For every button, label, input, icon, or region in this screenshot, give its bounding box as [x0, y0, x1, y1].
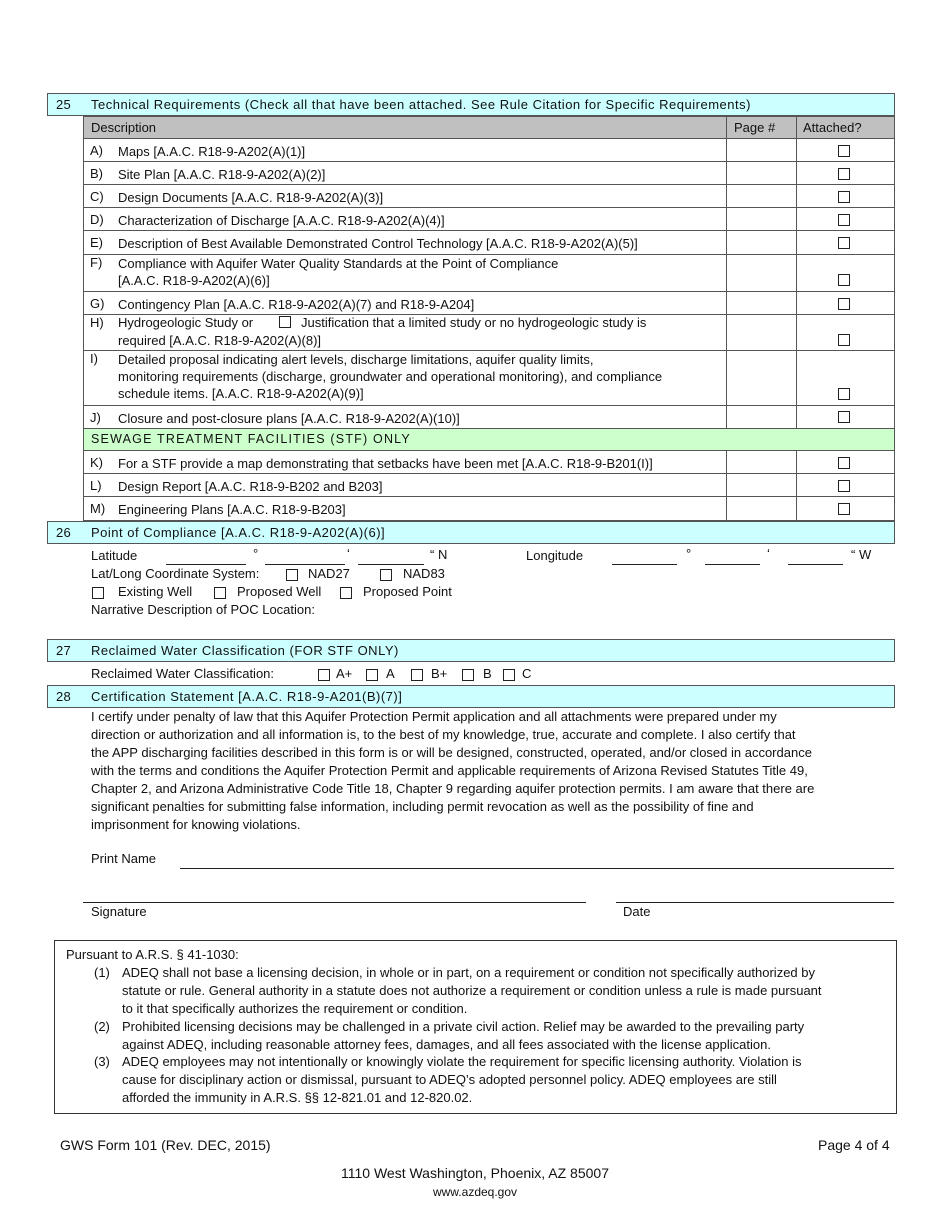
row-description: Design Documents [A.A.C. R18-9-A202(A)(3)] [118, 190, 384, 205]
notice-item-line: afforded the immunity in A.R.S. §§ 12-821.01 and 12-820.02. [122, 1090, 473, 1105]
certification-line: the APP discharging facilities described in this form is or will be designed, constructed, operated, and/or closed in accordance [91, 745, 812, 760]
signature-label: Signature [91, 904, 147, 919]
class-a-plus-checkbox[interactable] [318, 669, 330, 681]
footer-address: 1110 West Washington, Phoenix, AZ 85007 [341, 1165, 609, 1181]
proposed-well-checkbox[interactable] [214, 587, 226, 599]
footer-website[interactable]: www.azdeq.gov [432, 1185, 518, 1199]
table-header-description-cell [83, 116, 727, 139]
row-description: Maps [A.A.C. R18-9-A202(A)(1)] [118, 144, 306, 159]
nad27-label: NAD27 [308, 566, 350, 581]
page-number-cell[interactable] [726, 291, 797, 315]
row-letter: L) [90, 478, 102, 493]
print-name-label: Print Name [91, 851, 157, 866]
justification-checkbox[interactable] [279, 316, 291, 328]
notice-item-line: ADEQ employees may not intentionally or knowingly violate the requirement for specific licensing authority. Violation is [122, 1054, 802, 1069]
latitude-minutes-field[interactable] [265, 564, 345, 565]
row-description: Contingency Plan [A.A.C. R18-9-A202(A)(7) and R18-9-A204] [118, 297, 475, 312]
attached-checkbox-j[interactable] [838, 411, 850, 423]
notice-item-line: statute or rule. General authority in a statute does not authorize a requirement or condition unless a rule is made pursuant [122, 983, 822, 998]
row-description: Engineering Plans [A.A.C. R18-9-B203] [118, 502, 346, 517]
attached-checkbox-h[interactable] [838, 334, 850, 346]
signature-field[interactable] [83, 902, 586, 903]
section-25-number: 25 [56, 97, 72, 112]
coordinate-system-label: Lat/Long Coordinate System: [91, 566, 260, 581]
nad27-checkbox[interactable] [286, 569, 298, 581]
minute-symbol: ‘ [347, 546, 350, 561]
section-26-number: 26 [56, 525, 72, 540]
attached-checkbox-m[interactable] [838, 503, 850, 515]
row-letter: I) [90, 351, 98, 366]
page-number-cell[interactable] [726, 314, 797, 351]
row-letter: A) [90, 143, 103, 158]
certification-line: I certify under penalty of law that this Aquifer Protection Permit application and all attachments were prepared under my [91, 709, 777, 724]
nad83-label: NAD83 [403, 566, 445, 581]
notice-item-number: (1) [94, 965, 110, 980]
row-description: Description of Best Available Demonstrated Control Technology [A.A.C. R18-9-A202(A)(5)] [118, 236, 638, 251]
notice-item-line: ADEQ shall not base a licensing decision, in whole or in part, on a requirement or condition not specifically authorized by [122, 965, 815, 980]
row-description-citation: required [A.A.C. R18-9-A202(A)(8)] [118, 333, 322, 348]
row-description: Compliance with Aquifer Water Quality Standards at the Point of Compliance [118, 256, 559, 271]
certification-line: imprisonment for knowing violations. [91, 817, 301, 832]
class-a-label: A [386, 666, 395, 681]
row-description: Characterization of Discharge [A.A.C. R18-9-A202(A)(4)] [118, 213, 445, 228]
page-number-cell[interactable] [726, 184, 797, 208]
proposed-point-label: Proposed Point [363, 584, 452, 599]
attached-checkbox-f[interactable] [838, 274, 850, 286]
notice-item-line: against ADEQ, including reasonable attorney fees, damages, and all fees associated with the license application. [122, 1037, 771, 1052]
row-letter: C) [90, 189, 104, 204]
page-number-cell[interactable] [726, 161, 797, 185]
section-28-title: Certification Statement [A.A.C. R18-9-A201(B)(7)] [91, 689, 403, 704]
row-description-part-a: Hydrogeologic Study or [118, 315, 254, 330]
notice-item-line: Prohibited licensing decisions may be challenged in a private civil action. Relief may be awarded to the prevailing party [122, 1019, 805, 1034]
page-number-cell[interactable] [726, 405, 797, 429]
attached-checkbox-i[interactable] [838, 388, 850, 400]
row-letter: M) [90, 501, 106, 516]
narrative-description-label: Narrative Description of POC Location: [91, 602, 315, 617]
date-field[interactable] [616, 902, 894, 903]
longitude-label: Longitude [526, 548, 584, 563]
row-description: Detailed proposal indicating alert levels, discharge limitations, aquifer quality limits, [118, 352, 594, 367]
degree-symbol: ° [686, 546, 692, 561]
section-27-title: Reclaimed Water Classification (FOR STF ONLY) [91, 643, 399, 658]
longitude-degrees-field[interactable] [612, 564, 677, 565]
page-number-cell[interactable] [726, 207, 797, 231]
notice-item-line: to it that specifically authorizes the requirement or condition. [122, 1001, 468, 1016]
page-number-cell[interactable] [726, 450, 797, 474]
section-26-title: Point of Compliance [A.A.C. R18-9-A202(A)(6)] [91, 525, 386, 540]
existing-well-label: Existing Well [118, 584, 193, 599]
attached-checkbox-k[interactable] [838, 457, 850, 469]
stf-header-label: SEWAGE TREATMENT FACILITIES (STF) ONLY [91, 432, 411, 446]
print-name-field[interactable] [180, 868, 894, 869]
latitude-degrees-field[interactable] [166, 564, 246, 565]
row-letter: K) [90, 455, 103, 470]
row-description-part-b: Justification that a limited study or no hydrogeologic study is [301, 315, 647, 330]
date-label: Date [623, 904, 651, 919]
row-letter: G) [90, 296, 105, 311]
row-letter: B) [90, 166, 103, 181]
row-description: Site Plan [A.A.C. R18-9-A202(A)(2)] [118, 167, 326, 182]
section-25-title: Technical Requirements (Check all that have been attached. See Rule Citation for Specific Requirements) [91, 97, 751, 112]
class-a-plus-label: A+ [336, 666, 353, 681]
row-letter: J) [90, 410, 101, 425]
class-a-checkbox[interactable] [366, 669, 378, 681]
row-letter: D) [90, 212, 104, 227]
certification-line: significant penalties for submitting false information, including permit revocation as well as the possibility of fine and [91, 799, 754, 814]
notice-item-number: (2) [94, 1019, 110, 1034]
nad83-checkbox[interactable] [380, 569, 392, 581]
attached-checkbox-l[interactable] [838, 480, 850, 492]
page-indicator: Page 4 of 4 [818, 1137, 890, 1153]
minute-symbol: ‘ [767, 546, 770, 561]
degree-symbol: ° [253, 546, 259, 561]
class-b-checkbox[interactable] [462, 669, 474, 681]
page-number-cell[interactable] [726, 473, 797, 497]
section-27-number: 27 [56, 643, 72, 658]
row-description-citation: [A.A.C. R18-9-A202(A)(6)] [118, 273, 270, 288]
page-number-cell[interactable] [726, 496, 797, 521]
form-id: GWS Form 101 (Rev. DEC, 2015) [60, 1137, 271, 1153]
column-header-page: Page # [734, 120, 776, 135]
longitude-seconds-field[interactable] [788, 564, 843, 565]
row-description-line3: schedule items. [A.A.C. R18-9-A202(A)(9)] [118, 386, 364, 401]
column-header-attached: Attached? [803, 120, 862, 135]
row-description: For a STF provide a map demonstrating that setbacks have been met [A.A.C. R18-9-B201(I)] [118, 456, 653, 471]
page-number-cell[interactable] [726, 350, 797, 406]
row-letter: E) [90, 235, 103, 250]
class-c-checkbox[interactable] [503, 669, 515, 681]
certification-line: direction or authorization and all information is, to the best of my knowledge, true, accurate and complete. I also certify that [91, 727, 796, 742]
existing-well-checkbox[interactable] [92, 587, 104, 599]
attached-checkbox-b[interactable] [838, 168, 850, 180]
attached-cell [796, 254, 895, 292]
certification-line: Chapter 2, and Arizona Administrative Code Title 18, Chapter 9 regarding aquifer protection permits. I am aware that there are [91, 781, 815, 796]
notice-heading: Pursuant to A.R.S. § 41-1030: [66, 947, 239, 962]
proposed-point-checkbox[interactable] [340, 587, 352, 599]
attached-checkbox-g[interactable] [838, 298, 850, 310]
certification-line: with the terms and conditions the Aquifer Protection Permit and applicable requirements of Arizona Revised Statutes Title 49, [91, 763, 808, 778]
proposed-well-label: Proposed Well [237, 584, 322, 599]
latitude-label: Latitude [91, 548, 138, 563]
seconds-west-label: “ W [851, 547, 872, 562]
attached-checkbox-e[interactable] [838, 237, 850, 249]
row-description: Design Report [A.A.C. R18-9-B202 and B203] [118, 479, 383, 494]
longitude-minutes-field[interactable] [705, 564, 760, 565]
class-c-label: C [522, 666, 532, 681]
seconds-north-label: “ N [430, 547, 448, 562]
page-number-cell[interactable] [726, 230, 797, 255]
column-header-description: Description [91, 120, 157, 135]
notice-item-line: cause for disciplinary action or dismissal, pursuant to ADEQ’s adopted personnel policy. ADEQ employees are still [122, 1072, 777, 1087]
attached-checkbox-d[interactable] [838, 214, 850, 226]
class-b-label: B [483, 666, 492, 681]
class-b-plus-checkbox[interactable] [411, 669, 423, 681]
latitude-seconds-field[interactable] [358, 564, 424, 565]
page-number-cell[interactable] [726, 138, 797, 162]
attached-checkbox-a[interactable] [838, 145, 850, 157]
reclaimed-water-label: Reclaimed Water Classification: [91, 666, 275, 681]
row-description: Closure and post-closure plans [A.A.C. R18-9-A202(A)(10)] [118, 411, 460, 426]
section-28-number: 28 [56, 689, 72, 704]
notice-item-number: (3) [94, 1054, 110, 1069]
class-b-plus-label: B+ [431, 666, 448, 681]
attached-checkbox-c[interactable] [838, 191, 850, 203]
row-description-line2: monitoring requirements (discharge, groundwater and operational monitoring), and compliance [118, 369, 663, 384]
row-letter: F) [90, 255, 103, 270]
page-number-cell[interactable] [726, 254, 797, 292]
row-letter: H) [90, 315, 104, 330]
